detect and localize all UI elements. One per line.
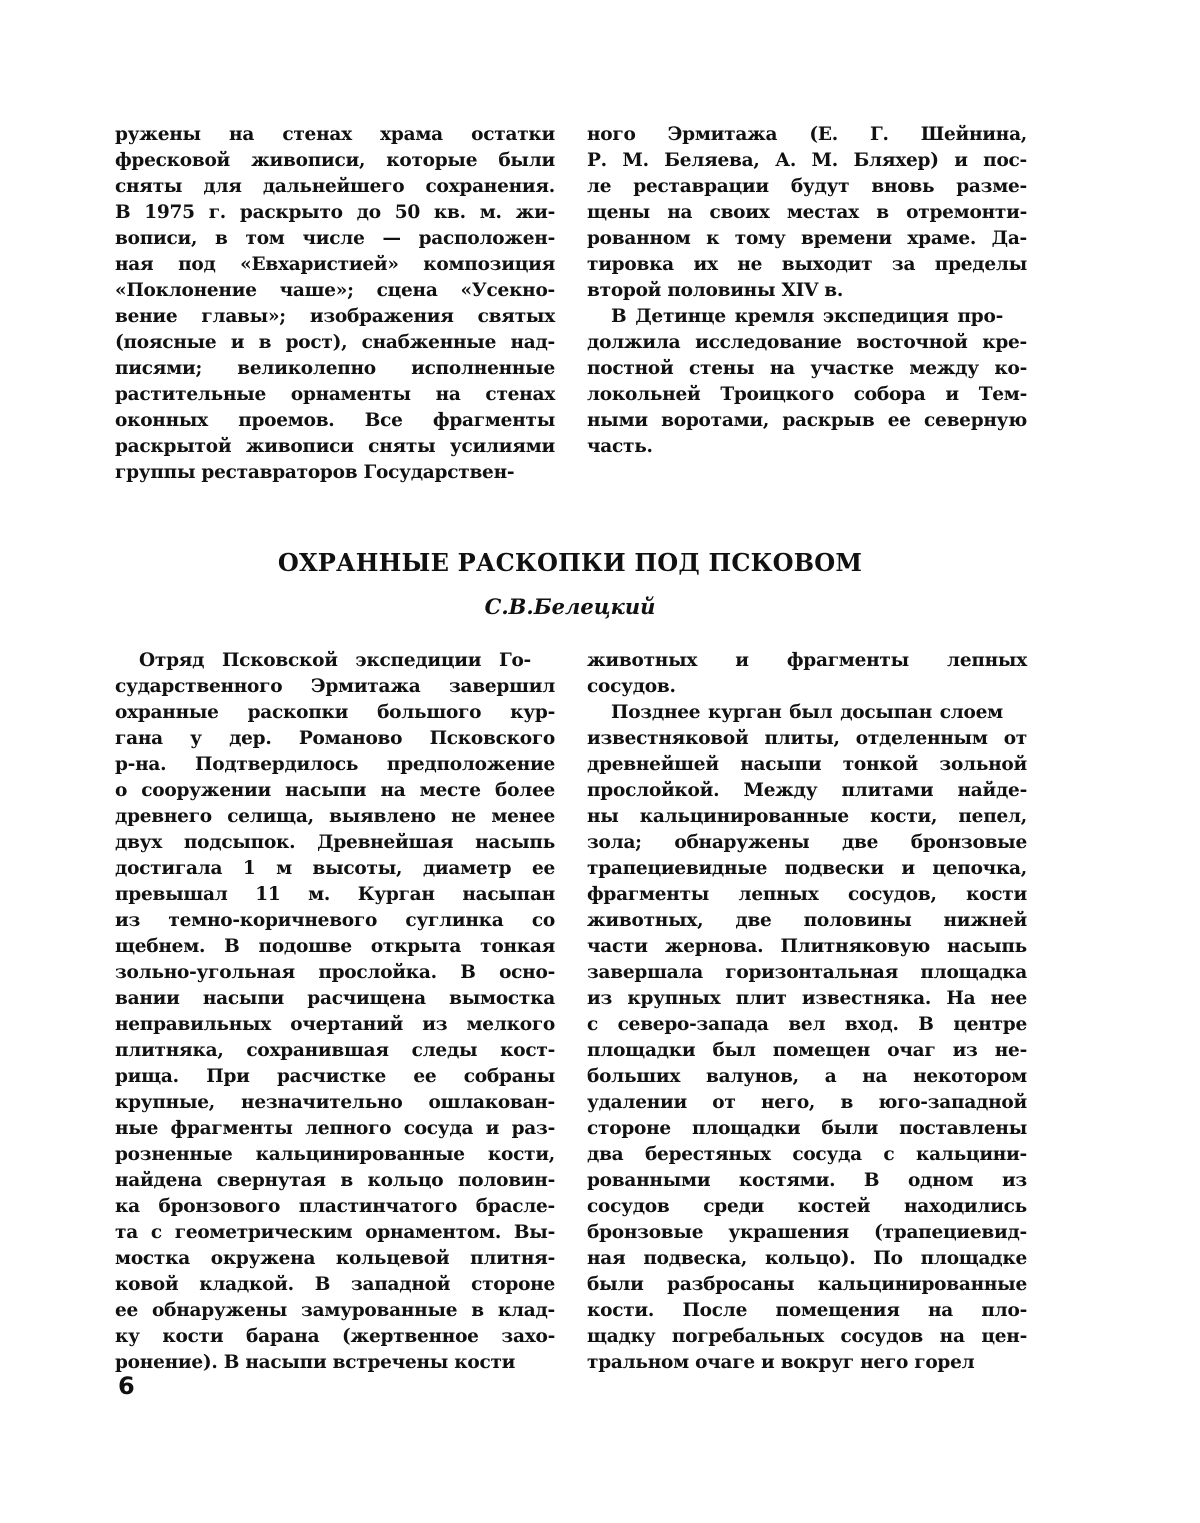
text-line: ковой кладкой. В западной стороне <box>115 1274 555 1295</box>
text-line: щены на своих местах в отремонти- <box>587 202 1027 223</box>
continued-text-right-column <box>587 122 1027 460</box>
text-line: «Поклонение чаше»; сцена «Усекно- <box>115 280 555 301</box>
text-line: превышал 11 м. Курган насыпан <box>115 884 555 905</box>
text-line: фрагменты лепных сосудов, кости <box>587 884 1027 905</box>
text-line: зола; обнаружены две бронзовые <box>587 832 1027 853</box>
text-line: гана у дер. Романово Псковского <box>115 728 555 749</box>
text-line: двух подсыпок. Древнейшая насыпь <box>115 832 555 853</box>
continued-text-left-column <box>115 122 555 486</box>
text-line: В Детинце кремля экспедиция про- <box>611 306 1003 327</box>
text-line: площадки был помещен очаг из не- <box>587 1040 1027 1061</box>
article-body-left-column <box>115 648 555 1376</box>
text-line: сосудов. <box>587 676 676 697</box>
text-line: группы реставраторов Государствен- <box>115 462 515 483</box>
text-line: вописи, в том числе — расположен- <box>115 228 555 249</box>
article-title: ОХРАННЫЕ РАСКОПКИ ПОД ПСКОВОМ <box>277 548 863 577</box>
text-line: р-на. Подтвердилось предположение <box>115 754 555 775</box>
text-line: крупные, незначительно ошлакован- <box>115 1092 555 1113</box>
text-line: фресковой живописи, которые были <box>115 150 555 171</box>
text-line: оконных проемов. Все фрагменты <box>115 410 555 431</box>
text-line: ее обнаружены замурованные в клад- <box>115 1300 555 1321</box>
text-line: с северо-запада вел вход. В центре <box>587 1014 1027 1035</box>
text-line: (поясные и в рост), снабженные над- <box>115 332 555 353</box>
text-line: тральном очаге и вокруг него горел <box>587 1352 975 1373</box>
text-line: сударственного Эрмитажа завершил <box>115 676 555 697</box>
text-line: ружены на стенах храма остатки <box>115 124 555 145</box>
text-line: достигала 1 м высоты, диаметр ее <box>115 858 555 879</box>
text-line: Позднее курган был досыпан слоем <box>611 702 1003 723</box>
text-line: сняты для дальнейшего сохранения. <box>115 176 555 197</box>
text-line: удалении от него, в юго-западной <box>587 1092 1027 1113</box>
article-author: С.В.Белецкий <box>484 594 656 619</box>
article-body-right-column <box>587 648 1027 1376</box>
text-line: ная под «Евхаристией» композиция <box>115 254 555 275</box>
text-line: часть. <box>587 436 653 457</box>
text-line: плитняка, сохранившая следы кост- <box>115 1040 555 1061</box>
text-line: раскрытой живописи сняты усилиями <box>115 436 555 457</box>
text-line: из крупных плит известняка. На нее <box>587 988 1027 1009</box>
text-line: ные фрагменты лепного сосуда и раз- <box>115 1118 555 1139</box>
text-line: бронзовые украшения (трапециевид- <box>587 1222 1027 1243</box>
text-line: охранные раскопки большого кур- <box>115 702 555 723</box>
text-line: Р. М. Беляева, А. М. Бляхер) и пос- <box>587 150 1027 171</box>
text-line: розненные кальцинированные кости, <box>115 1144 555 1165</box>
text-line: древнейшей насыпи тонкой зольной <box>587 754 1027 775</box>
text-line: В 1975 г. раскрыто до 50 кв. м. жи- <box>115 202 555 223</box>
text-line: та с геометрическим орнаментом. Вы- <box>115 1222 555 1243</box>
text-line: тировка их не выходит за пределы <box>587 254 1027 275</box>
text-line: древнего селища, выявлено не менее <box>115 806 555 827</box>
text-line: вение главы»; изображения святых <box>115 306 555 327</box>
text-line: сосудов среди костей находились <box>587 1196 1027 1217</box>
text-line: два берестяных сосуда с кальцини- <box>587 1144 1027 1165</box>
text-line: щадку погребальных сосудов на цен- <box>587 1326 1027 1347</box>
text-line: мостка окружена кольцевой плитня- <box>115 1248 555 1269</box>
text-line: ными воротами, раскрыв ее северную <box>587 410 1027 431</box>
text-line: вании насыпи расчищена вымостка <box>115 988 555 1009</box>
text-line: второй половины XIV в. <box>587 280 844 301</box>
text-line: постной стены на участке между ко- <box>587 358 1027 379</box>
text-line: части жернова. Плитняковую насыпь <box>587 936 1027 957</box>
text-line: Отряд Псковской экспедиции Го- <box>139 650 531 671</box>
text-line: ка бронзового пластинчатого брасле- <box>115 1196 555 1217</box>
text-line: локольней Троицкого собора и Тем- <box>587 384 1027 405</box>
text-line: ного Эрмитажа (Е. Г. Шейнина, <box>587 124 1027 145</box>
text-line: писями; великолепно исполненные <box>115 358 555 379</box>
text-line: ку кости барана (жертвенное захо- <box>115 1326 555 1347</box>
text-line: кости. После помещения на пло- <box>587 1300 1027 1321</box>
text-line: должила исследование восточной кре- <box>587 332 1027 353</box>
text-line: щебнем. В подошве открыта тонкая <box>115 936 555 957</box>
text-line: трапециевидные подвески и цепочка, <box>587 858 1027 879</box>
text-line: из темно-коричневого суглинка со <box>115 910 555 931</box>
text-line: зольно-угольная прослойка. В осно- <box>115 962 555 983</box>
text-line: ны кальцинированные кости, пепел, <box>587 806 1027 827</box>
text-line: растительные орнаменты на стенах <box>115 384 555 405</box>
text-line: стороне площадки были поставлены <box>587 1118 1027 1139</box>
text-line: были разбросаны кальцинированные <box>587 1274 1027 1295</box>
text-line: рища. При расчистке ее собраны <box>115 1066 555 1087</box>
text-line: животных и фрагменты лепных <box>587 650 1027 671</box>
text-line: ронение). В насыпи встречены кости <box>115 1352 516 1373</box>
text-line: известняковой плиты, отделенным от <box>587 728 1027 749</box>
text-line: завершала горизонтальная площадка <box>587 962 1027 983</box>
text-line: ная подвеска, кольцо). По площадке <box>587 1248 1027 1269</box>
page-number: 6 <box>118 1372 135 1400</box>
text-line: ле реставрации будут вновь разме- <box>587 176 1027 197</box>
text-line: рованными костями. В одном из <box>587 1170 1027 1191</box>
text-line: найдена свернутая в кольцо половин- <box>115 1170 555 1191</box>
text-line: больших валунов, а на некотором <box>587 1066 1027 1087</box>
text-line: животных, две половины нижней <box>587 910 1027 931</box>
text-line: рованном к тому времени храме. Да- <box>587 228 1027 249</box>
text-line: прослойкой. Между плитами найде- <box>587 780 1027 801</box>
text-line: о сооружении насыпи на месте более <box>115 780 555 801</box>
text-line: неправильных очертаний из мелкого <box>115 1014 555 1035</box>
